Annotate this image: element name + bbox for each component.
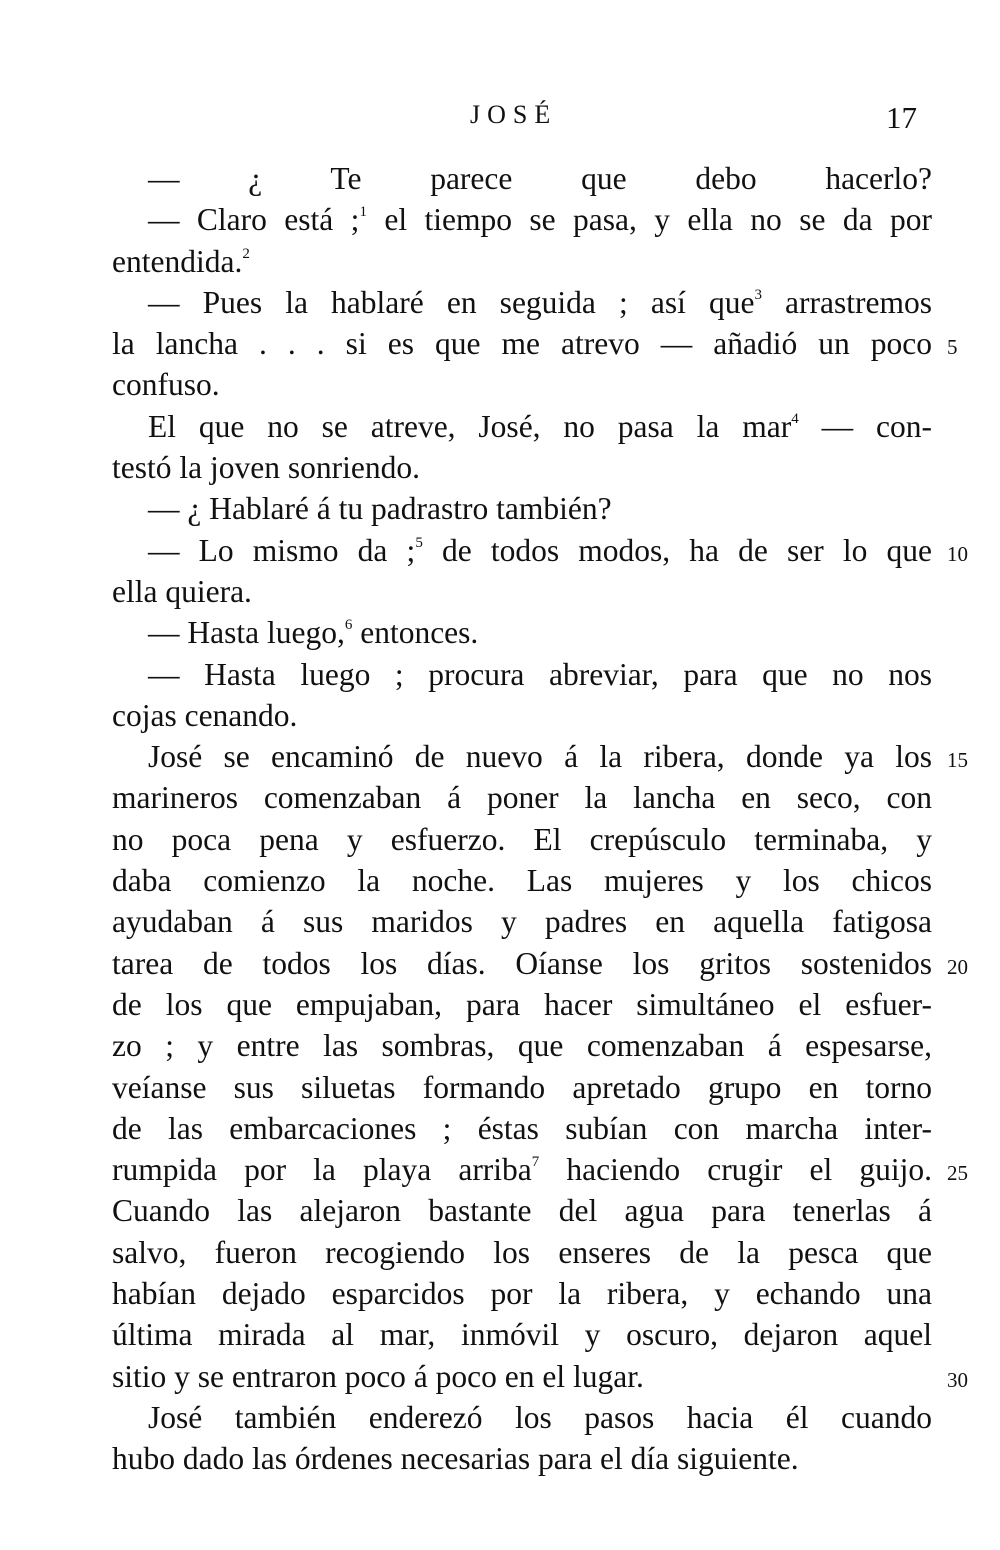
text-line: José también enderezó los pasos hacia él cuando — [148, 1399, 932, 1435]
text-line: habían dejado esparcidos por la ribera, y echando una — [112, 1276, 932, 1312]
text-line: tarea de todos los días. Oíanse los gritos sostenidos 20 — [112, 943, 932, 984]
text-line: entendida.$^2$ — [112, 243, 250, 279]
text-line: zo ; y entre las sombras, que comenzaban á espesarse, — [112, 1028, 932, 1064]
footnote-marker: 2 — [242, 245, 250, 262]
text-line: marineros comenzaban á poner la lancha en seco, con — [112, 780, 932, 816]
text-line: sitio y se entraron poco á poco en el lugar. 30 — [112, 1356, 932, 1397]
text-line: salvo, fueron recogiendo los enseres de la pesca que — [112, 1234, 932, 1270]
text-line: Cuando las alejaron bastante del agua para tenerlas á — [112, 1193, 932, 1229]
text-line: confuso. — [112, 367, 220, 403]
text-line: de los que empujaban, para hacer simultáneo el esfuer- — [112, 986, 932, 1022]
text-line: hubo dado las órdenes necesarias para el día siguiente. — [112, 1441, 799, 1477]
footnote-marker: 5 — [415, 534, 423, 551]
line-number: 20 — [947, 954, 968, 979]
footnote-marker: 4 — [791, 410, 799, 427]
text-line: — Hasta luego,$^6$ entonces. — [148, 615, 479, 651]
text-line: — Pues la hablaré en seguida ; así que$^3$ arrastremos — [148, 284, 932, 320]
text-line: rumpida por la playa arriba$^7$ haciendo crugir el guijo. 25 — [112, 1149, 932, 1190]
text-line: — Lo mismo da ;$^5$ de todos modos, ha de ser lo que 10 — [112, 530, 932, 571]
line-number: 5 — [947, 335, 958, 360]
text-line: no poca pena y esfuerzo. El crepúsculo terminaba, y — [112, 821, 932, 857]
text-line: ayudaban á sus maridos y padres en aquella fatigosa — [112, 904, 932, 940]
text-line: — ¿ Hablaré á tu padrastro también? — [148, 491, 612, 527]
text-line: la lancha . . . si es que me atrevo — añadió un poco 5 — [112, 323, 932, 364]
footnote-marker: 7 — [531, 1154, 540, 1171]
text-line: ella quiera. — [112, 573, 252, 609]
footnote-marker: 6 — [344, 617, 353, 634]
text-line: — ¿ Te parece que debo hacerlo? — [148, 161, 932, 196]
line-number: 25 — [947, 1161, 968, 1186]
text-line: de las embarcaciones ; éstas subían con marcha inter- — [112, 1110, 932, 1146]
footnote-marker: 3 — [754, 286, 762, 303]
running-title: JOSÉ — [470, 100, 558, 129]
line-number: 10 — [947, 541, 968, 566]
footnote-marker: 1 — [359, 204, 367, 221]
line-number: 30 — [947, 1367, 968, 1392]
text-line: — Hasta luego ; procura abreviar, para que no nos — [148, 656, 932, 692]
text-line: El que no se atreve, José, no pasa la mar$^4$ — con- — [148, 408, 932, 444]
text-line: veíanse sus siluetas formando apretado grupo en torno — [112, 1069, 932, 1105]
line-number: 15 — [947, 748, 968, 773]
text-line: última mirada al mar, inmóvil y oscuro, dejaron aquel — [112, 1317, 932, 1353]
text-line: daba comienzo la noche. Las mujeres y los chicos — [112, 863, 932, 899]
running-head — [0, 100, 1000, 140]
text-line: cojas cenando. — [112, 697, 298, 733]
body-text — [112, 158, 968, 1480]
page-number: 17 — [886, 100, 917, 135]
text-line: testó la joven sonriendo. — [112, 450, 420, 486]
text-line: José se encaminó de nuevo á la ribera, donde ya los 15 — [112, 736, 932, 777]
text-line: — Claro está ;$^1$ el tiempo se pasa, y ella no se da por — [148, 202, 932, 238]
